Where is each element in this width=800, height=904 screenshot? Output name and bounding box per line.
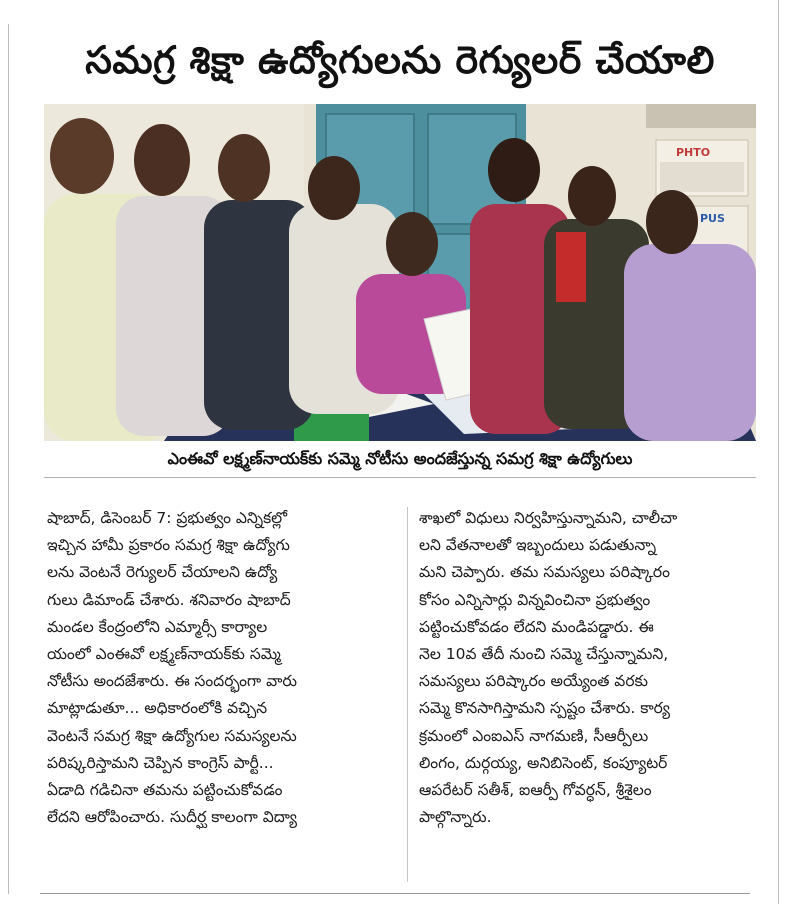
body-line: మని చెప్పారు. తమ సమస్యలు పరిష్కారం bbox=[419, 563, 670, 582]
body-line: నెల 10వ తేదీ నుంచి సమ్మె చేస్తున్నామని, bbox=[419, 644, 669, 663]
article-column-left bbox=[47, 505, 395, 831]
body-line: నోటీసు అందజేశారు. ఈ సందర్భంగా వారు bbox=[47, 672, 297, 691]
body-line: గులు డిమాండ్ చేశారు. శనివారం షాబాద్ bbox=[47, 590, 291, 609]
body-line: షాబాద్, డిసెంబర్ 7: ప్రభుత్వం ఎన్నికల్లో bbox=[47, 509, 288, 527]
photo-scene bbox=[44, 104, 756, 441]
body-line: ఏడాది గడిచినా తమను పట్టించుకోవడం bbox=[47, 780, 283, 799]
article-column-right bbox=[419, 505, 755, 831]
article-photo bbox=[44, 104, 756, 441]
body-line: కోసం ఎన్నిసార్లు విన్నవించినా ప్రభుత్వం bbox=[419, 590, 651, 609]
page-border-bottom bbox=[40, 893, 750, 894]
body-line: ఇచ్చిన హామీ ప్రకారం సమగ్ర శిక్షా ఉద్యోగు bbox=[47, 536, 290, 555]
page-border-left bbox=[8, 24, 9, 894]
caption-divider bbox=[44, 477, 756, 478]
body-line: ఆపరేటర్ సతీశ్, ఐఆర్పీ గోవర్ధన్, శ్రీశైలం bbox=[419, 780, 652, 799]
body-line: పట్టించుకోవడం లేదని మండిపడ్డారు. ఈ bbox=[419, 617, 654, 636]
column-divider bbox=[407, 507, 408, 882]
body-line: లని వేతనాలతో ఇబ్బందులు పడుతున్నా bbox=[419, 536, 657, 555]
body-line: సమ్మె కొనసాగిస్తామని స్పష్టం చేశారు. కార్య bbox=[419, 699, 670, 718]
body-line: క్రమంలో ఎంఐఎస్ నాగమణి, సీఆర్పీలు bbox=[419, 726, 649, 745]
body-line: యంలో ఎంఈవో లక్ష్మణ్‌నాయక్‌కు సమ్మె bbox=[47, 644, 281, 663]
body-line: మాట్లాడుతూ... అధికారంలోకి వచ్చిన bbox=[47, 699, 268, 718]
page-border-right bbox=[778, 0, 779, 904]
body-line: పరిష్కరిస్తామని చెప్పిన కాంగ్రెస్ పార్టీ... bbox=[47, 753, 274, 772]
poster-1-text: PHTO bbox=[676, 146, 711, 159]
poster-2-text: PUS bbox=[700, 212, 725, 225]
article-headline: సమగ్ర శిక్షా ఉద్యోగులను రెగ్యులర్ చేయాలి bbox=[85, 38, 715, 82]
body-line: మండల కేంద్రంలోని ఎమ్మార్సీ కార్యాల bbox=[47, 617, 268, 636]
body-line: లింగం, దుర్గయ్య, అనిబిసెంట్, కంప్యూటర్ bbox=[419, 753, 668, 772]
body-line: వెంటనే సమగ్ర శిక్షా ఉద్యోగుల సమస్యలను bbox=[47, 726, 297, 745]
photo-caption: ఎంఈవో లక్ష్మణ్‌నాయక్‌కు సమ్మె నోటీసు అందజేస్తున్న సమగ్ర శిక్షా ఉద్యోగులు bbox=[167, 448, 633, 468]
body-line: శాఖలో విధులు నిర్వహిస్తున్నామని, చాలీచా bbox=[419, 509, 678, 527]
body-line: లేదని ఆరోపించారు. సుదీర్ఘ కాలంగా విద్యా bbox=[47, 808, 297, 827]
body-line: లను వెంటనే రెగ్యులర్ చేయాలని ఉద్యో bbox=[47, 563, 278, 582]
body-line: సమస్యలు పరిష్కారం అయ్యేంత వరకు bbox=[419, 672, 648, 691]
body-line: పాల్గొన్నారు. bbox=[419, 808, 492, 827]
